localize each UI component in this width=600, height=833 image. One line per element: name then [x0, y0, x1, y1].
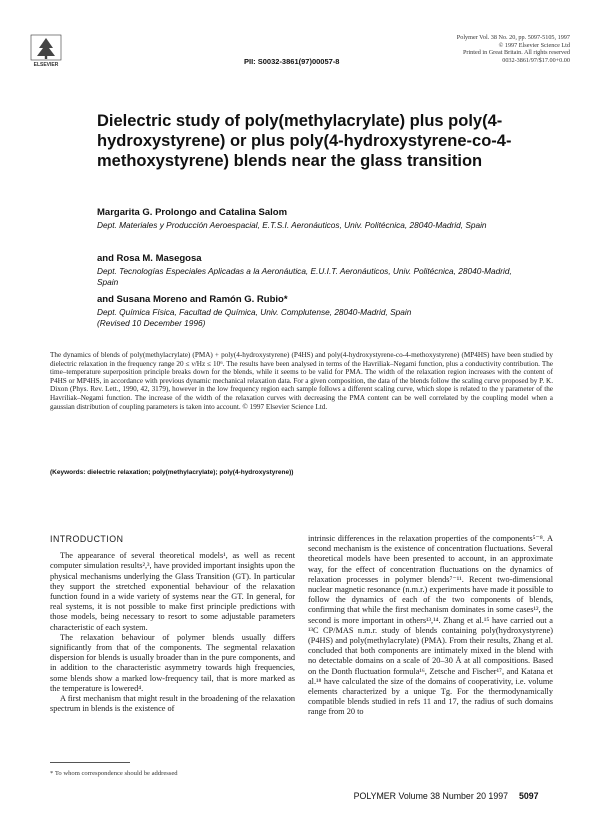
keywords: (Keywords: dielectric relaxation; poly(methylacrylate); poly(4-hydroxystyrene)) [50, 469, 294, 476]
author-affiliation: Dept. Materiales y Producción Aeroespacial, E.T.S.I. Aeronáuticos, Univ. Politécnica, 28040-Madrid, Spain [97, 220, 487, 230]
body-paragraph: A first mechanism that might result in the broadening of the relaxation spectrum in blends is the existence of [50, 694, 295, 714]
revised-date: (Revised 10 December 1996) [97, 317, 206, 328]
journal-info [410, 34, 570, 64]
paper-title: Dielectric study of poly(methylacrylate) plus poly(4-hydroxystyrene) or plus poly(4-hydroxystyrene-co-4-methoxystyrene) blends near the glass transition [97, 112, 512, 170]
journal-info-line: Polymer Vol. 38 No. 20, pp. 5097-5105, 1997 [456, 34, 570, 41]
page-number: 5097 [519, 791, 539, 801]
author-block [97, 207, 517, 231]
author-affiliation: Dept. Tecnologías Especiales Aplicadas a la Aeronáutica, E.U.I.T. Aeronáuticos, Univ. Politécnica, 28040-Madrid, Spain [97, 266, 512, 287]
author-names: and Rosa M. Masegosa [97, 253, 202, 264]
body-paragraph: The appearance of several theoretical models¹, as well as recent computer simulation results²,³, have provided important insights upon the physical mechanisms underlying the Glass Transition (GT). In particular they support the stretched exponential behaviour of the relaxation function found in a wide variety of systems near the GT. In general, for real systems, it is not possible to make first principle predictions with those models, being necessary to resort to some adjustable parameters characteristic of each system. [50, 551, 295, 632]
journal-info-line: © 1997 Elsevier Science Ltd [498, 41, 570, 49]
footer-journal: POLYMER Volume 38 Number 20 1997 [353, 791, 508, 801]
body-paragraph: The relaxation behaviour of polymer blends usually differs significantly from that of the components. The segmental relaxation dispersion for blends is usually broader than in the pure components, and in addition to the characteristic asymmetry towards high frequencies, some blends show a marked low-frequency tail, that is more marked as the temperature is lowered⁴. [50, 632, 295, 693]
author-names: Margarita G. Prolongo and Catalina Salom [97, 207, 288, 218]
publisher-name: ELSEVIER [33, 62, 59, 68]
body-paragraph: intrinsic differences in the relaxation properties of the components⁵⁻⁸. A second mechanism is the existence of concentration fluctuations. Several theoretical models have been presented to account, in an approximate way, for the effect of concentration fluctuations on the dynamics of relaxation processes in polymer blends⁷⁻¹¹. Recent two-dimensional nuclear magnetic resonance (n.m.r.) experiments have made it possible to follow the dynamics of each of the two components of blends, confirming that while the first mechanism dominates in some cases¹², the second is more important in others¹³,¹⁴. Zhang et al.¹⁵ have carried out a ¹³C CP/MAS n.m.r. study of blends containing poly(hydroxystyrene) (P4HS) and poly(methylacrylate) (PMA). From their results, Zhang et al. concluded that both components are intimately mixed in the blend with no detectable domains on a scale of 20–30 Å at all compositions. Based on the Donth fluctuation formula¹⁶, Zetsche and Fischer¹⁷, and Katana et al.¹⁸ have calculated the size of the domains of cooperativity, i.e. volume elements characterized by a unique Tg. For the thermodynamically compatible blends studied in refs 11 and 17, the radius of such domains range from 20 to [308, 534, 553, 717]
author-block [97, 294, 517, 328]
journal-info-line: 0032-3861/97/$17.00+0.00 [502, 56, 570, 64]
body-column-right [308, 534, 553, 718]
footnote-divider [50, 762, 130, 763]
footnote: * To whom correspondence should be addressed [50, 770, 178, 777]
journal-info-line: Printed in Great Britain. All rights reserved [462, 49, 570, 57]
author-affiliation: Dept. Química Física, Facultad de Química, Univ. Complutense, 28040-Madrid, Spain [97, 307, 412, 317]
pii-code: PII: S0032-3861(97)00057-8 [244, 57, 340, 66]
tree-logo-icon [30, 34, 62, 68]
section-heading: INTRODUCTION [50, 534, 124, 544]
publisher-logo [30, 34, 62, 68]
author-names: and Susana Moreno and Ramón G. Rubio* [97, 294, 288, 305]
author-block [97, 253, 517, 287]
body-column-left [50, 534, 295, 714]
abstract: The dynamics of blends of poly(methylacrylate) (PMA) + poly(4-hydroxystyrene) (P4HS) and poly(4-hydroxystyrene-co-4-methoxystyrene) (MP4HS) have been studied by dielectric relaxation in the frequency range 20 ≤ ν/Hz ≤ 10⁶. The results have been analysed in terms of the Havriliak–Negami function, plus a conductivity contribution. The time–temperature superposition principle breaks down for the blends, while it seems to be valid for PMA. The width of the relaxation region increases with the content of P4HS or MP4HS, in accordance with previous dynamic mechanical relaxation data. For a given composition, the data of the blends follow the scaling curve proposed by P. K. Dixon (Phys. Rev. Lett., 1990, 42, 3179), however in the low frequency region each sample follows a different scaling curve, which slope is related to the γ parameter of the Havriliak–Negami function. The increase of the width of the relaxation curves with decreasing the PMA content can be well correlated by the coupling model when a gaussian distribution of coupling parameters is taken into account. © 1997 Elsevier Science Ltd. [50, 351, 553, 411]
